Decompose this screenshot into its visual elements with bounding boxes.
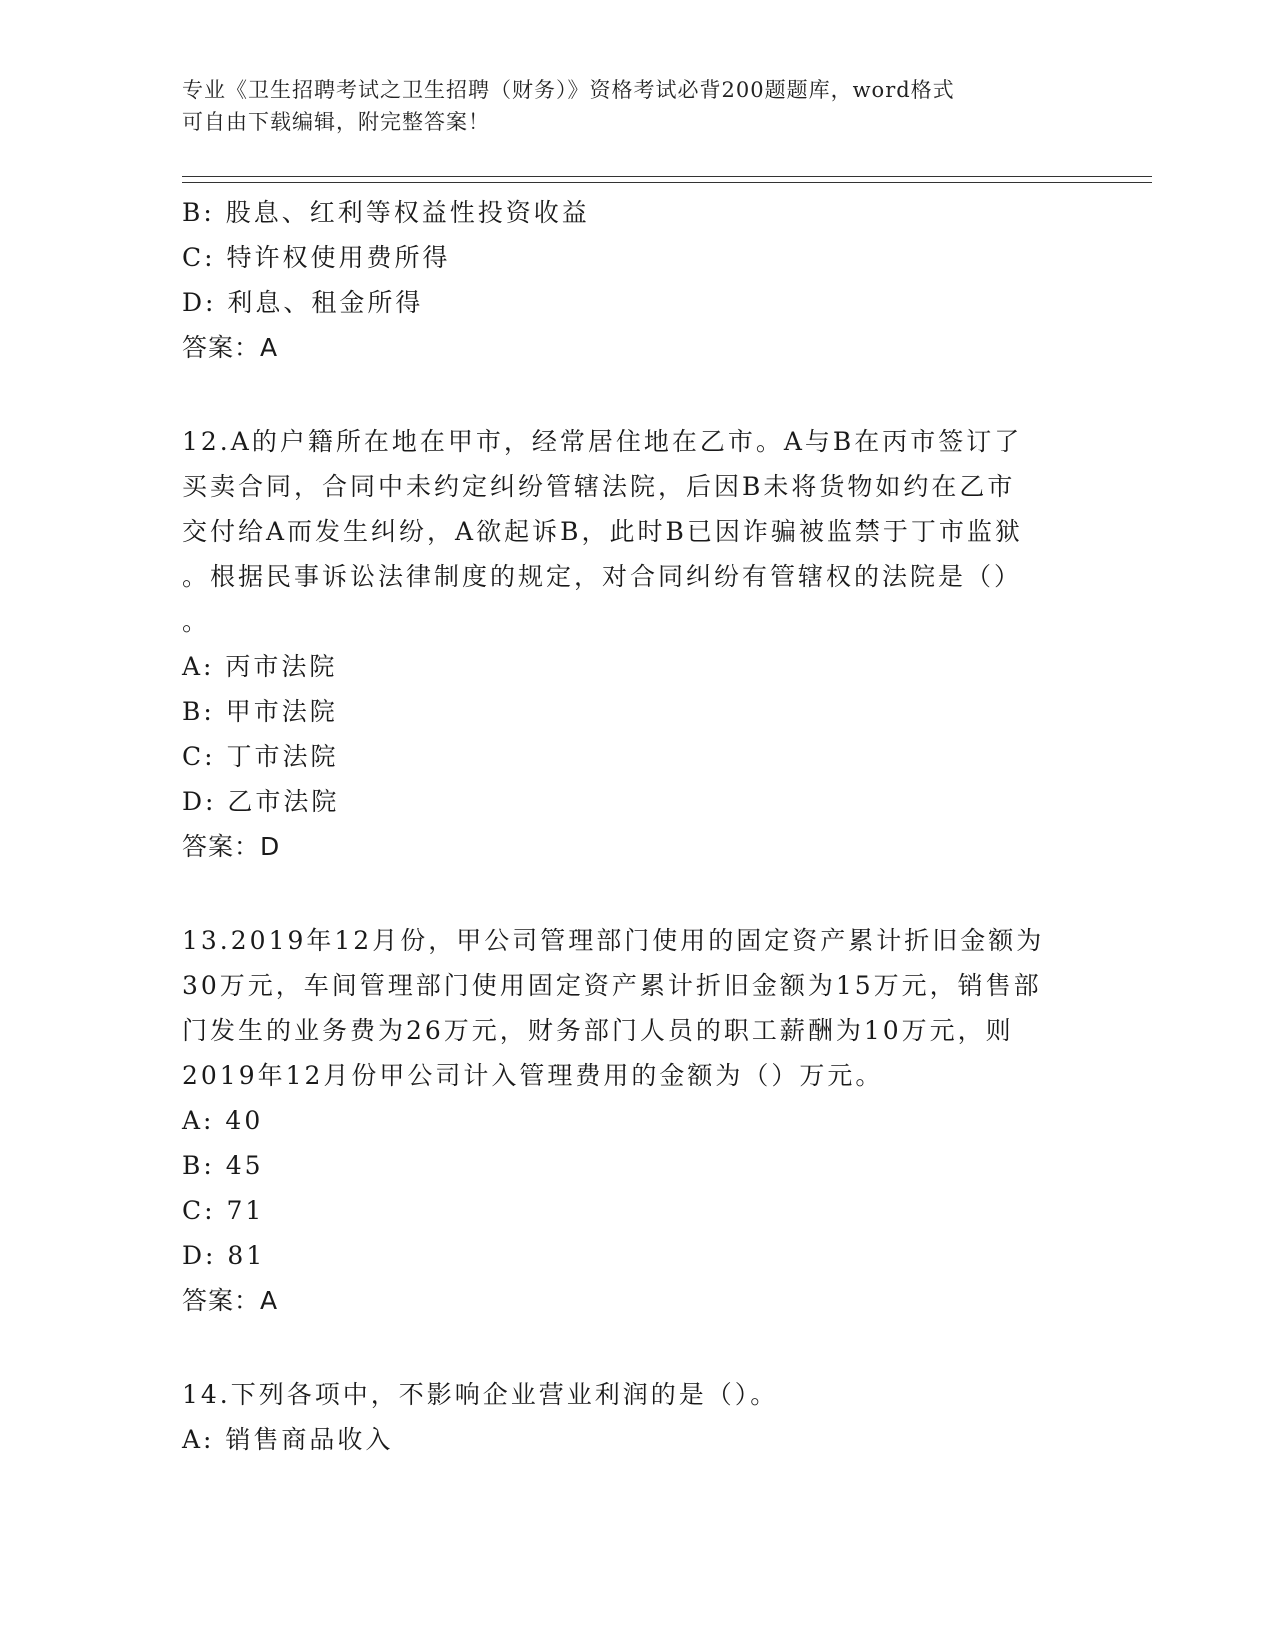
question-12-block (182, 419, 1082, 870)
header-rule-top (182, 176, 1152, 177)
stem-line: 12.A的户籍所在地在甲市，经常居住地在乙市。A与B在丙市签订了 (182, 427, 1023, 456)
stem-line: 买卖合同，合同中未约定纠纷管辖法院，后因B未将货物如约在乙市 (182, 472, 1016, 501)
option-b: B: 45 (182, 1151, 264, 1180)
option-d: D: 81 (182, 1241, 266, 1270)
option-a: A: 丙市法院 (182, 652, 338, 681)
question-14-block (182, 1372, 1082, 1462)
option-a: A: 40 (182, 1106, 264, 1135)
option-a: A: 销售商品收入 (182, 1425, 394, 1454)
stem-line: 30万元，车间管理部门使用固定资产累计折旧金额为15万元，销售部 (182, 971, 1042, 1000)
option-c: C: 71 (182, 1196, 265, 1225)
header-rule-bottom (182, 182, 1152, 183)
question-stem (182, 1372, 1082, 1417)
stem-line: 交付给A而发生纠纷，A欲起诉B，此时B已因诈骗被监禁于丁市监狱 (182, 517, 1023, 546)
option-d: D: 利息、租金所得 (182, 288, 424, 317)
option-b: B: 股息、红利等权益性投资收益 (182, 198, 590, 227)
stem-line: 。 (182, 607, 211, 636)
stem-line: 门发生的业务费为26万元，财务部门人员的职工薪酬为10万元，则 (182, 1016, 1014, 1045)
stem-line: 13.2019年12月份，甲公司管理部门使用的固定资产累计折旧金额为 (182, 926, 1045, 955)
option-c: C: 特许权使用费所得 (182, 243, 451, 272)
header-line-2: 可自由下载编辑，附完整答案！ (182, 110, 490, 134)
option-d: D: 乙市法院 (182, 787, 340, 816)
option-c: C: 丁市法院 (182, 742, 339, 771)
question-11-block (182, 190, 1082, 371)
question-stem (182, 419, 1082, 644)
answer-line: 答案：A (182, 1286, 279, 1315)
stem-line: 2019年12月份甲公司计入管理费用的金额为（）万元。 (182, 1061, 884, 1090)
stem-line: 。根据民事诉讼法律制度的规定，对合同纠纷有管辖权的法院是（） (182, 562, 1023, 591)
answer-line: 答案：D (182, 832, 281, 861)
document-header (182, 74, 1042, 138)
document-body (182, 190, 1082, 1462)
answer-line: 答案：A (182, 333, 279, 362)
option-b: B: 甲市法院 (182, 697, 338, 726)
stem-line: 14.下列各项中，不影响企业营业利润的是（）。 (182, 1380, 779, 1409)
question-stem (182, 918, 1082, 1098)
question-13-block (182, 918, 1082, 1324)
header-line-1: 专业《卫生招聘考试之卫生招聘（财务）》资格考试必背200题题库，word格式 (182, 78, 955, 102)
